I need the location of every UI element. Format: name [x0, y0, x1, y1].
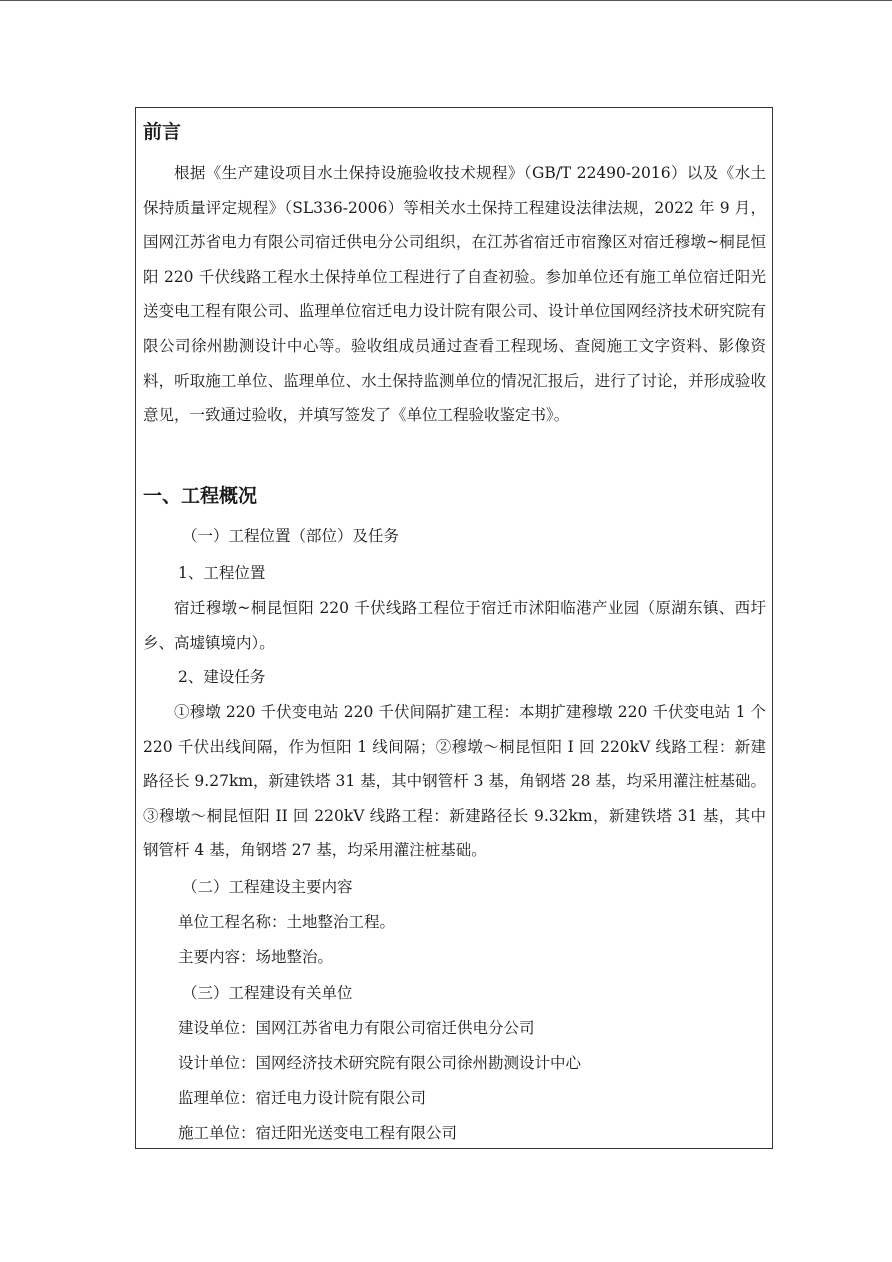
designer-row [178, 1051, 581, 1075]
item-2-text: ①穆墩 220 千伏变电站 220 千伏间隔扩建工程：本期扩建穆墩 220 千伏变电站 1 个 220 千伏出线间隔，作为恒阳 1 线间隔；②穆墩～桐昆恒阳 I 回 220kV 线路工程：新建路径长 9.27km，新建铁塔 31 基，其中钢管杆 3 基，角钢塔 28 基，均采用灌注桩基础。③穆墩～桐昆恒阳 II 回 220kV 线路工程：新建路径长 9.32km，新建铁塔 31 基，其中钢管杆 4 基，角钢塔 27 基，均采用灌注桩基础。 [143, 703, 766, 860]
builder-row [178, 1016, 535, 1040]
designer-value: 国网经济技术研究院有限公司徐州勘测设计中心 [255, 1054, 582, 1072]
preface-paragraph: 根据《生产建设项目水土保持设施验收技术规程》（GB/T 22490-2016）以及《水土保持质量评定规程》（SL336-2006）等相关水土保持工程建设法律法规，2022 年 9 月，国网江苏省电力有限公司宿迁供电分公司组织，在江苏省宿迁市宿豫区对宿迁穆墩~桐昆恒阳 220 千伏线路工程水土保持单位工程进行了自查初验。参加单位还有施工单位宿迁阳光送变电工程有限公司、监理单位宿迁电力设计院有限公司、设计单位国网经济技术研究院有限公司徐州勘测设计中心等。验收组成员通过查看工程现场、查阅施工文字资料、影像资料，听取施工单位、监理单位、水土保持监测单位的情况汇报后，进行了讨论，并形成验收意见，一致通过验收，并填写签发了《单位工程验收鉴定书》。 [143, 164, 766, 425]
builder-label: 建设单位： [178, 1019, 256, 1037]
constructor-value: 宿迁阳光送变电工程有限公司 [255, 1124, 458, 1142]
main-content-label: 主要内容： [178, 948, 256, 966]
constructor-row [178, 1121, 457, 1145]
item-2-title: 2、建设任务 [178, 668, 266, 686]
item-1-title: 1、工程位置 [178, 564, 266, 582]
preface-heading: 前言 [143, 121, 182, 143]
subsection-2-title: （二）工程建设主要内容 [182, 878, 353, 896]
unit-name-label: 单位工程名称： [178, 913, 287, 931]
item-1-text: 宿迁穆墩~桐昆恒阳 220 千伏线路工程位于宿迁市沭阳临港产业园（原湖东镇、西圩乡、高墟镇境内）。 [143, 599, 766, 652]
supervisor-value: 宿迁电力设计院有限公司 [255, 1089, 427, 1107]
unit-name-row [178, 910, 395, 934]
section-1-heading: 一、工程概况 [143, 485, 258, 507]
subsection-3-title: （三）工程建设有关单位 [182, 984, 353, 1002]
builder-value: 国网江苏省电力有限公司宿迁供电分公司 [255, 1019, 535, 1037]
unit-name-value: 土地整治工程。 [286, 913, 396, 931]
page-top-rule [0, 0, 892, 1]
constructor-label: 施工单位： [178, 1124, 256, 1142]
designer-label: 设计单位： [178, 1054, 256, 1072]
subsection-1-title: （一）工程位置（部位）及任务 [182, 527, 400, 545]
main-content-row [178, 945, 333, 969]
supervisor-row [178, 1086, 426, 1110]
supervisor-label: 监理单位： [178, 1089, 256, 1107]
main-content-value: 场地整治。 [255, 948, 334, 966]
